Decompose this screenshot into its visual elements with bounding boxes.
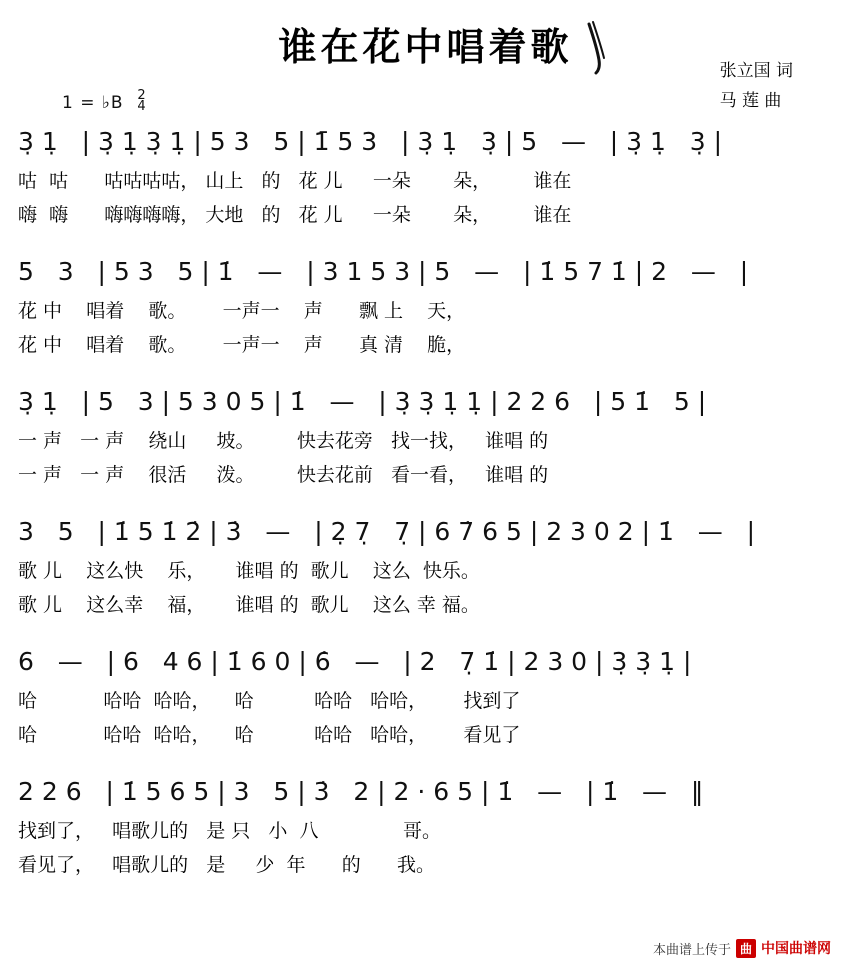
lyric-row-verse2: 看见了， 唱歌儿的 是 少 年 的 我。 [18,854,435,876]
lyric-row-verse2: 一 声 一 声 很活 泼。 快去花前 看一看， 谁唱 的 [18,464,549,486]
notation-row: 3̣ 1̣ | 5 3 | 5 3 0 5 | 1̇ — | 3̣ 3̣ 1̣ 1̣ | 2 2 6 | 5 1̇ 5 | [18,387,707,416]
credits [720,56,793,116]
score-systems [18,120,833,900]
notation-row: 5 3 | 5 3 5 | 1̇ — | 3 1 5 3 | 5 — | 1̇ 5 7 1̇ | 2 — | [18,257,749,286]
notation-row: 2 2 6 | 1̇ 5 6 5 | 3 5 | 3̇ 2 | 2 · 6 5 | 1̇ — | 1̇ — ‖ [18,777,704,806]
score-system [18,380,833,492]
credit-lyricist: 张立国 词 [719,61,793,81]
score-system [18,640,833,752]
time-signature [136,88,148,114]
score-system [18,770,833,882]
lyric-row-verse1: 花 中 唱着 歌。 一声一 声 飘 上 天， [18,300,466,322]
lyric-row-verse2: 歌 儿 这么幸 福， 谁唱 的 歌儿 这么 幸 福。 [18,594,480,616]
lyric-row-verse1: 哈 哈哈 哈哈， 哈 哈哈 哈哈， 找到了 [18,690,521,712]
footer-text: 本曲谱上传于 [652,942,731,958]
lyric-row-verse1: 歌 儿 这么快 乐， 谁唱 的 歌儿 这么 快乐。 [18,560,480,582]
notation-row: 3̣ 1̣ | 3̣ 1̣ 3̣ 1̣ | 5 3 5 | 1̄ 5 3 | 3̣ 1̣ 3̣ | 5 — | 3̣ 1̣ 3̣ | [18,127,723,156]
score-system [18,120,833,232]
lyric-row-verse2: 花 中 唱着 歌。 一声一 声 真 清 脆， [18,334,466,356]
time-signature-numerator: 2 [137,88,147,103]
lyric-row-verse2: 哈 哈哈 哈哈， 哈 哈哈 哈哈， 看见了 [18,724,521,746]
score-system [18,510,833,622]
lyric-row-verse2: 嗨 嗨 嗨嗨嗨嗨， 大地 的 花 儿 一朵 朵， 谁在 [18,204,572,226]
key-signature [62,88,148,114]
footer-watermark [653,938,831,958]
time-signature-denominator: 4 [137,99,147,114]
site-logo-icon: 曲 [736,939,756,958]
notation-row: 3 5 | 1̇ 5 1̇ 2̇ | 3̇ — | 2̣ 7̣ 7̣ | 6 7̇ 6 5 | 2 3 0 2 | 1̇ — | [18,517,755,546]
credit-composer: 马 莲 曲 [719,91,782,111]
lyric-row-verse1: 一 声 一 声 绕山 坡。 快去花旁 找一找， 谁唱 的 [18,430,549,452]
lyric-row-verse1: 找到了， 唱歌儿的 是 只 小 八 哥。 [18,820,442,842]
score-system [18,250,833,362]
site-name[interactable]: 中国曲谱网 [761,941,831,957]
brush-stroke-decoration [559,20,619,76]
notation-row: 6 — | 6 4 6 | 1̇ 6 0 | 6̇ — | 2 7̣ 1̇ | 2 3 0 | 3̣ 3̣ 1̣ | [18,647,692,676]
page-title: 谁在花中唱着歌 [278,25,573,69]
key-signature-text: 1 = ♭B [62,93,124,113]
lyric-row-verse1: 咕 咕 咕咕咕咕， 山上 的 花 儿 一朵 朵， 谁在 [18,170,572,192]
